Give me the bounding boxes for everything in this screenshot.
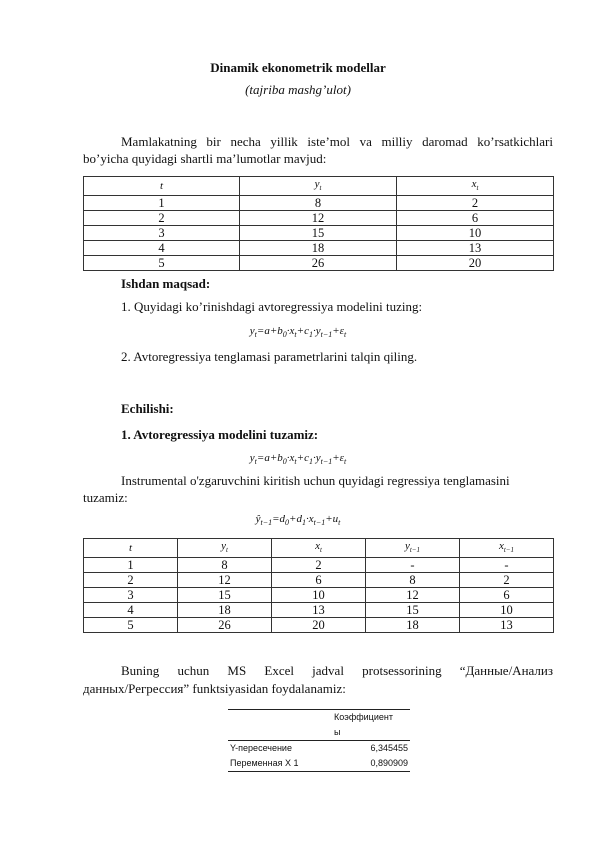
intro-line-2: bo’yicha quyidagi shartli ma’lumotlar mavjud: [83, 151, 327, 166]
row-value: 6,345455 [370, 743, 408, 753]
goal-heading: Ishdan maqsad: [121, 276, 211, 291]
col-header-x: $x_t$ [397, 177, 554, 196]
col-header-t: t [84, 539, 178, 558]
solution-item-1: 1. Avtoregressiya modelini tuzamiz: [121, 427, 319, 442]
col-header-y: $y_t$ [240, 177, 397, 196]
table-row: 3 15 10 12 6 [84, 588, 554, 603]
intro-line-1: Mamlakatning bir necha yillik iste’mol va milliy daromad ko’rsatkichlari [121, 134, 553, 149]
goal-item-1: 1. Quyidagi ko’rinishdagi avtoregressiya modelini tuzing: [121, 299, 423, 314]
formula-autoregression-2: $y_t=a+b_0\cdot x_t+c_1\cdot y_{t-1}+\varepsilon_t$ [249, 452, 347, 467]
excel-line-2: данных/Регрессия” funktsiyasidan foydalanamiz: [83, 681, 346, 696]
lagged-data-table [83, 538, 554, 633]
excel-header-row [228, 710, 410, 741]
excel-line-1: Buning uchun MS Excel jadval protsessorining “Данные/Анализ [121, 663, 553, 678]
table-row: 2 12 6 [84, 211, 554, 226]
table-row: 2 12 6 8 2 [84, 573, 554, 588]
data-table [83, 176, 554, 271]
page-title: Dinamik ekonometrik modellar [210, 60, 386, 75]
table-row: 1 8 2 [84, 196, 554, 211]
solution-heading: Echilishi: [121, 401, 174, 416]
table-row [228, 756, 410, 772]
page-subtitle: (tajriba mashg’ulot) [245, 82, 351, 97]
table-row: 5 26 20 18 13 [84, 618, 554, 633]
table-row [228, 741, 410, 757]
formula-instrumental: $ŷ_{t-1}=d_0+d_1\cdot x_{t-1}+u_t$ [255, 513, 341, 528]
table-row: 4 18 13 15 10 [84, 603, 554, 618]
formula-autoregression: $y_t=a+b_0\cdot x_t+c_1\cdot y_{t-1}+\varepsilon_t$ [249, 325, 347, 340]
col-header-y: $y_t$ [178, 539, 272, 558]
excel-header-coefficients: Коэффициент ы [332, 710, 410, 741]
col-header-t: t [84, 177, 240, 196]
table-header-row [84, 177, 554, 196]
instrument-line-1: Instrumental o'zgaruvchini kiritish uchun quyidagi regressiya tenglamasini [121, 473, 510, 488]
table-row: 3 15 10 [84, 226, 554, 241]
table-row: 4 18 13 [84, 241, 554, 256]
col-header-x-lag: $x_{t-1}$ [460, 539, 554, 558]
instrument-line-2: tuzamiz: [83, 490, 128, 505]
row-value: 0,890909 [332, 756, 410, 772]
goal-item-2: 2. Avtoregressiya tenglamasi parametrlarini talqin qiling. [121, 349, 418, 364]
regression-output-table [228, 709, 410, 772]
row-label: Переменная X 1 [228, 756, 332, 772]
col-header-y-lag: $y_{t-1}$ [366, 539, 460, 558]
table-row: 5 26 20 [84, 256, 554, 271]
table-row: 1 8 2 - - [84, 558, 554, 573]
col-header-x: $x_t$ [272, 539, 366, 558]
row-label: Y-пересечение [230, 743, 292, 753]
table-header-row [84, 539, 554, 558]
